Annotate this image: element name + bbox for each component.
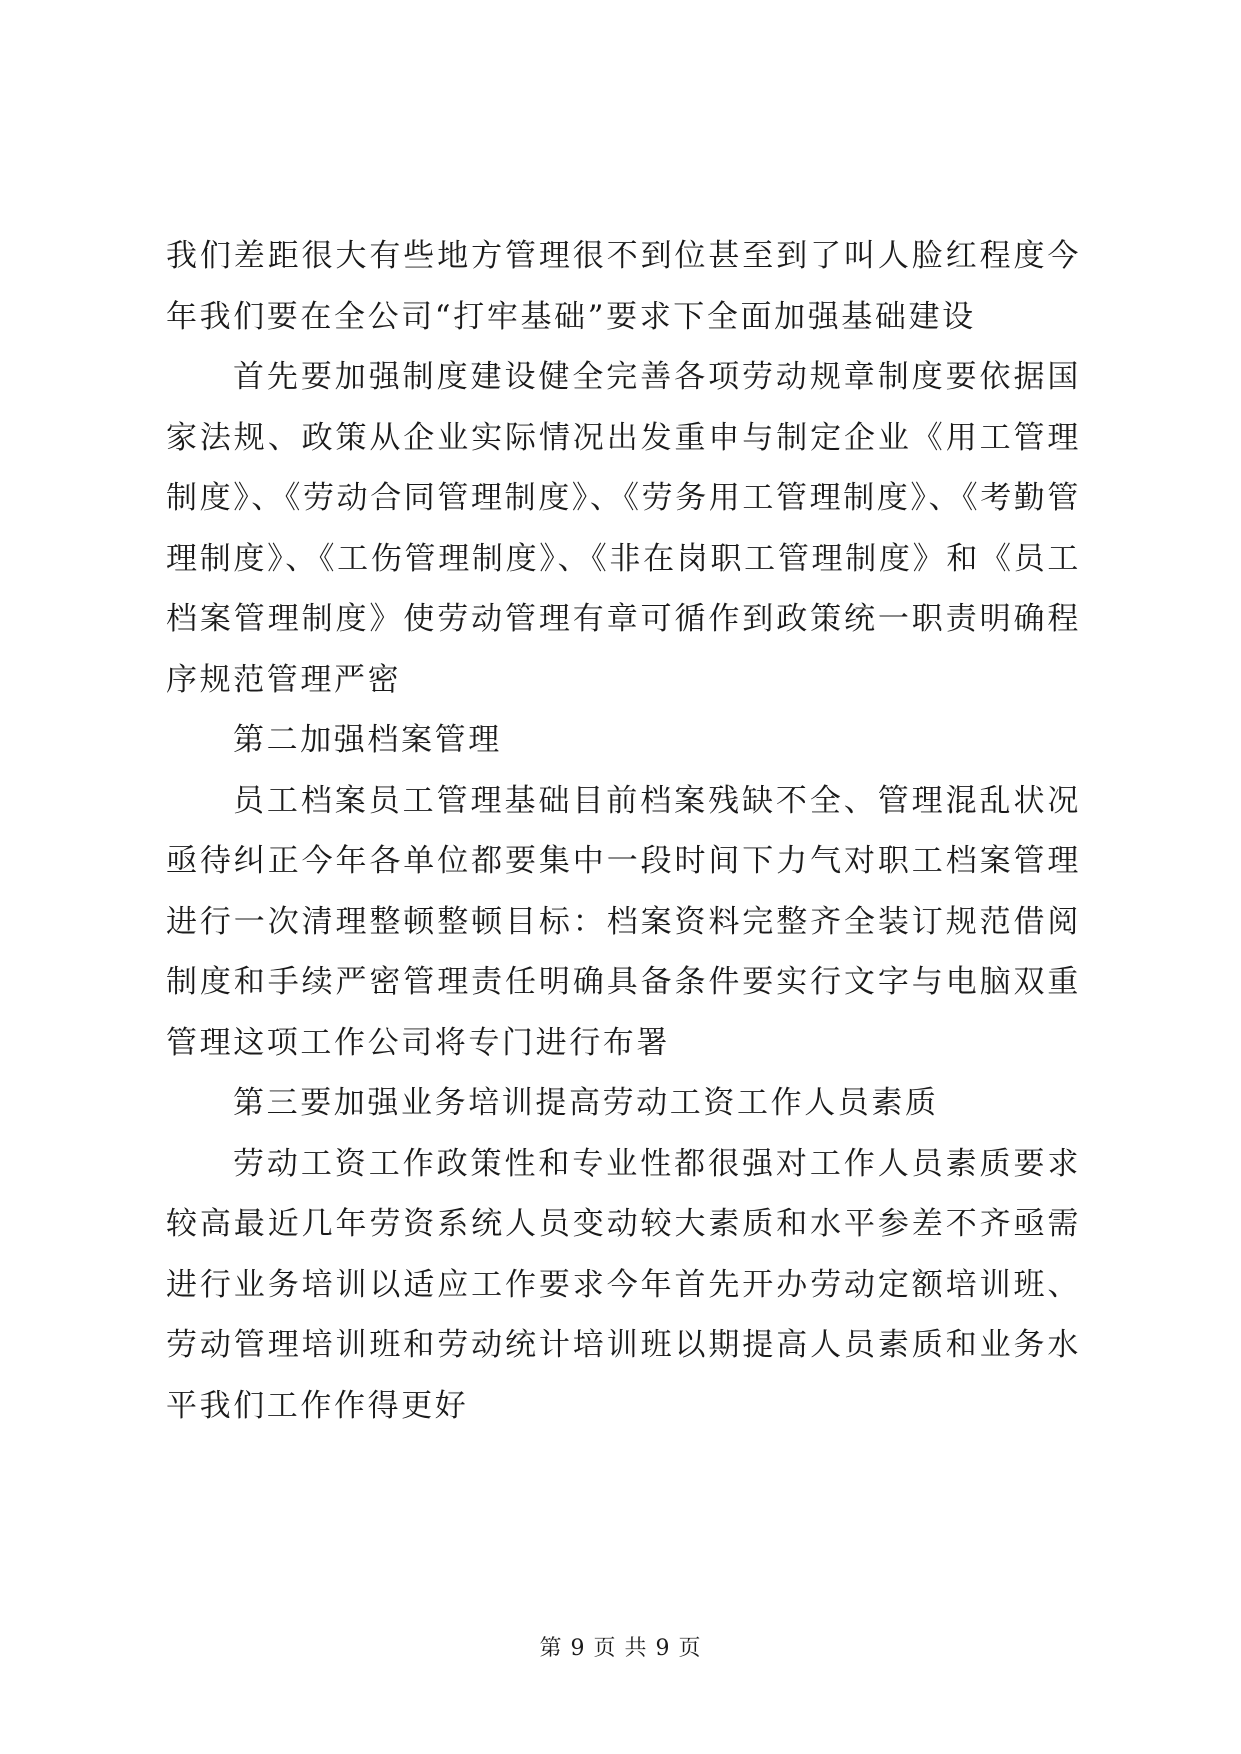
document-body xyxy=(166,226,1081,1436)
paragraph-4: 员工档案员工管理基础目前档案残缺不全、管理混乱状况亟待纠正今年各单位都要集中一段时间下力气对职工档案管理进行一次清理整顿整顿目标：档案资料完整齐全装订规范借阅制度和手续严密管理责任明确具备条件要实行文字与电脑双重管理这项工作公司将专门进行布署 xyxy=(166,782,1081,1061)
paragraph-3-heading: 第二加强档案管理 xyxy=(233,722,502,758)
paragraph-6: 劳动工资工作政策性和专业性都很强对工作人员素质要求较高最近几年劳资系统人员变动较大素质和水平参差不齐亟需进行业务培训以适应工作要求今年首先开办劳动定额培训班、劳动管理培训班和劳动统计培训班以期提高人员素质和业务水平我们工作作得更好 xyxy=(166,1145,1081,1424)
paragraph-1: 我们差距很大有些地方管理很不到位甚至到了叫人脸红程度今年我们要在全公司“打牢基础”要求下全面加强基础建设 xyxy=(166,238,1081,335)
paragraph-5-heading: 第三要加强业务培训提高劳动工资工作人员素质 xyxy=(233,1085,939,1121)
page-footer: 第 9 页 共 9 页 xyxy=(539,1636,702,1661)
paragraph-2: 首先要加强制度建设健全完善各项劳动规章制度要依据国家法规、政策从企业实际情况出发重申与制定企业《用工管理制度》、《劳动合同管理制度》、《劳务用工管理制度》、《考勤管理制度》、《工伤管理制度》、《非在岗职工管理制度》和《员工档案管理制度》使劳动管理有章可循作到政策统一职责明确程序规范管理严密 xyxy=(166,359,1081,698)
